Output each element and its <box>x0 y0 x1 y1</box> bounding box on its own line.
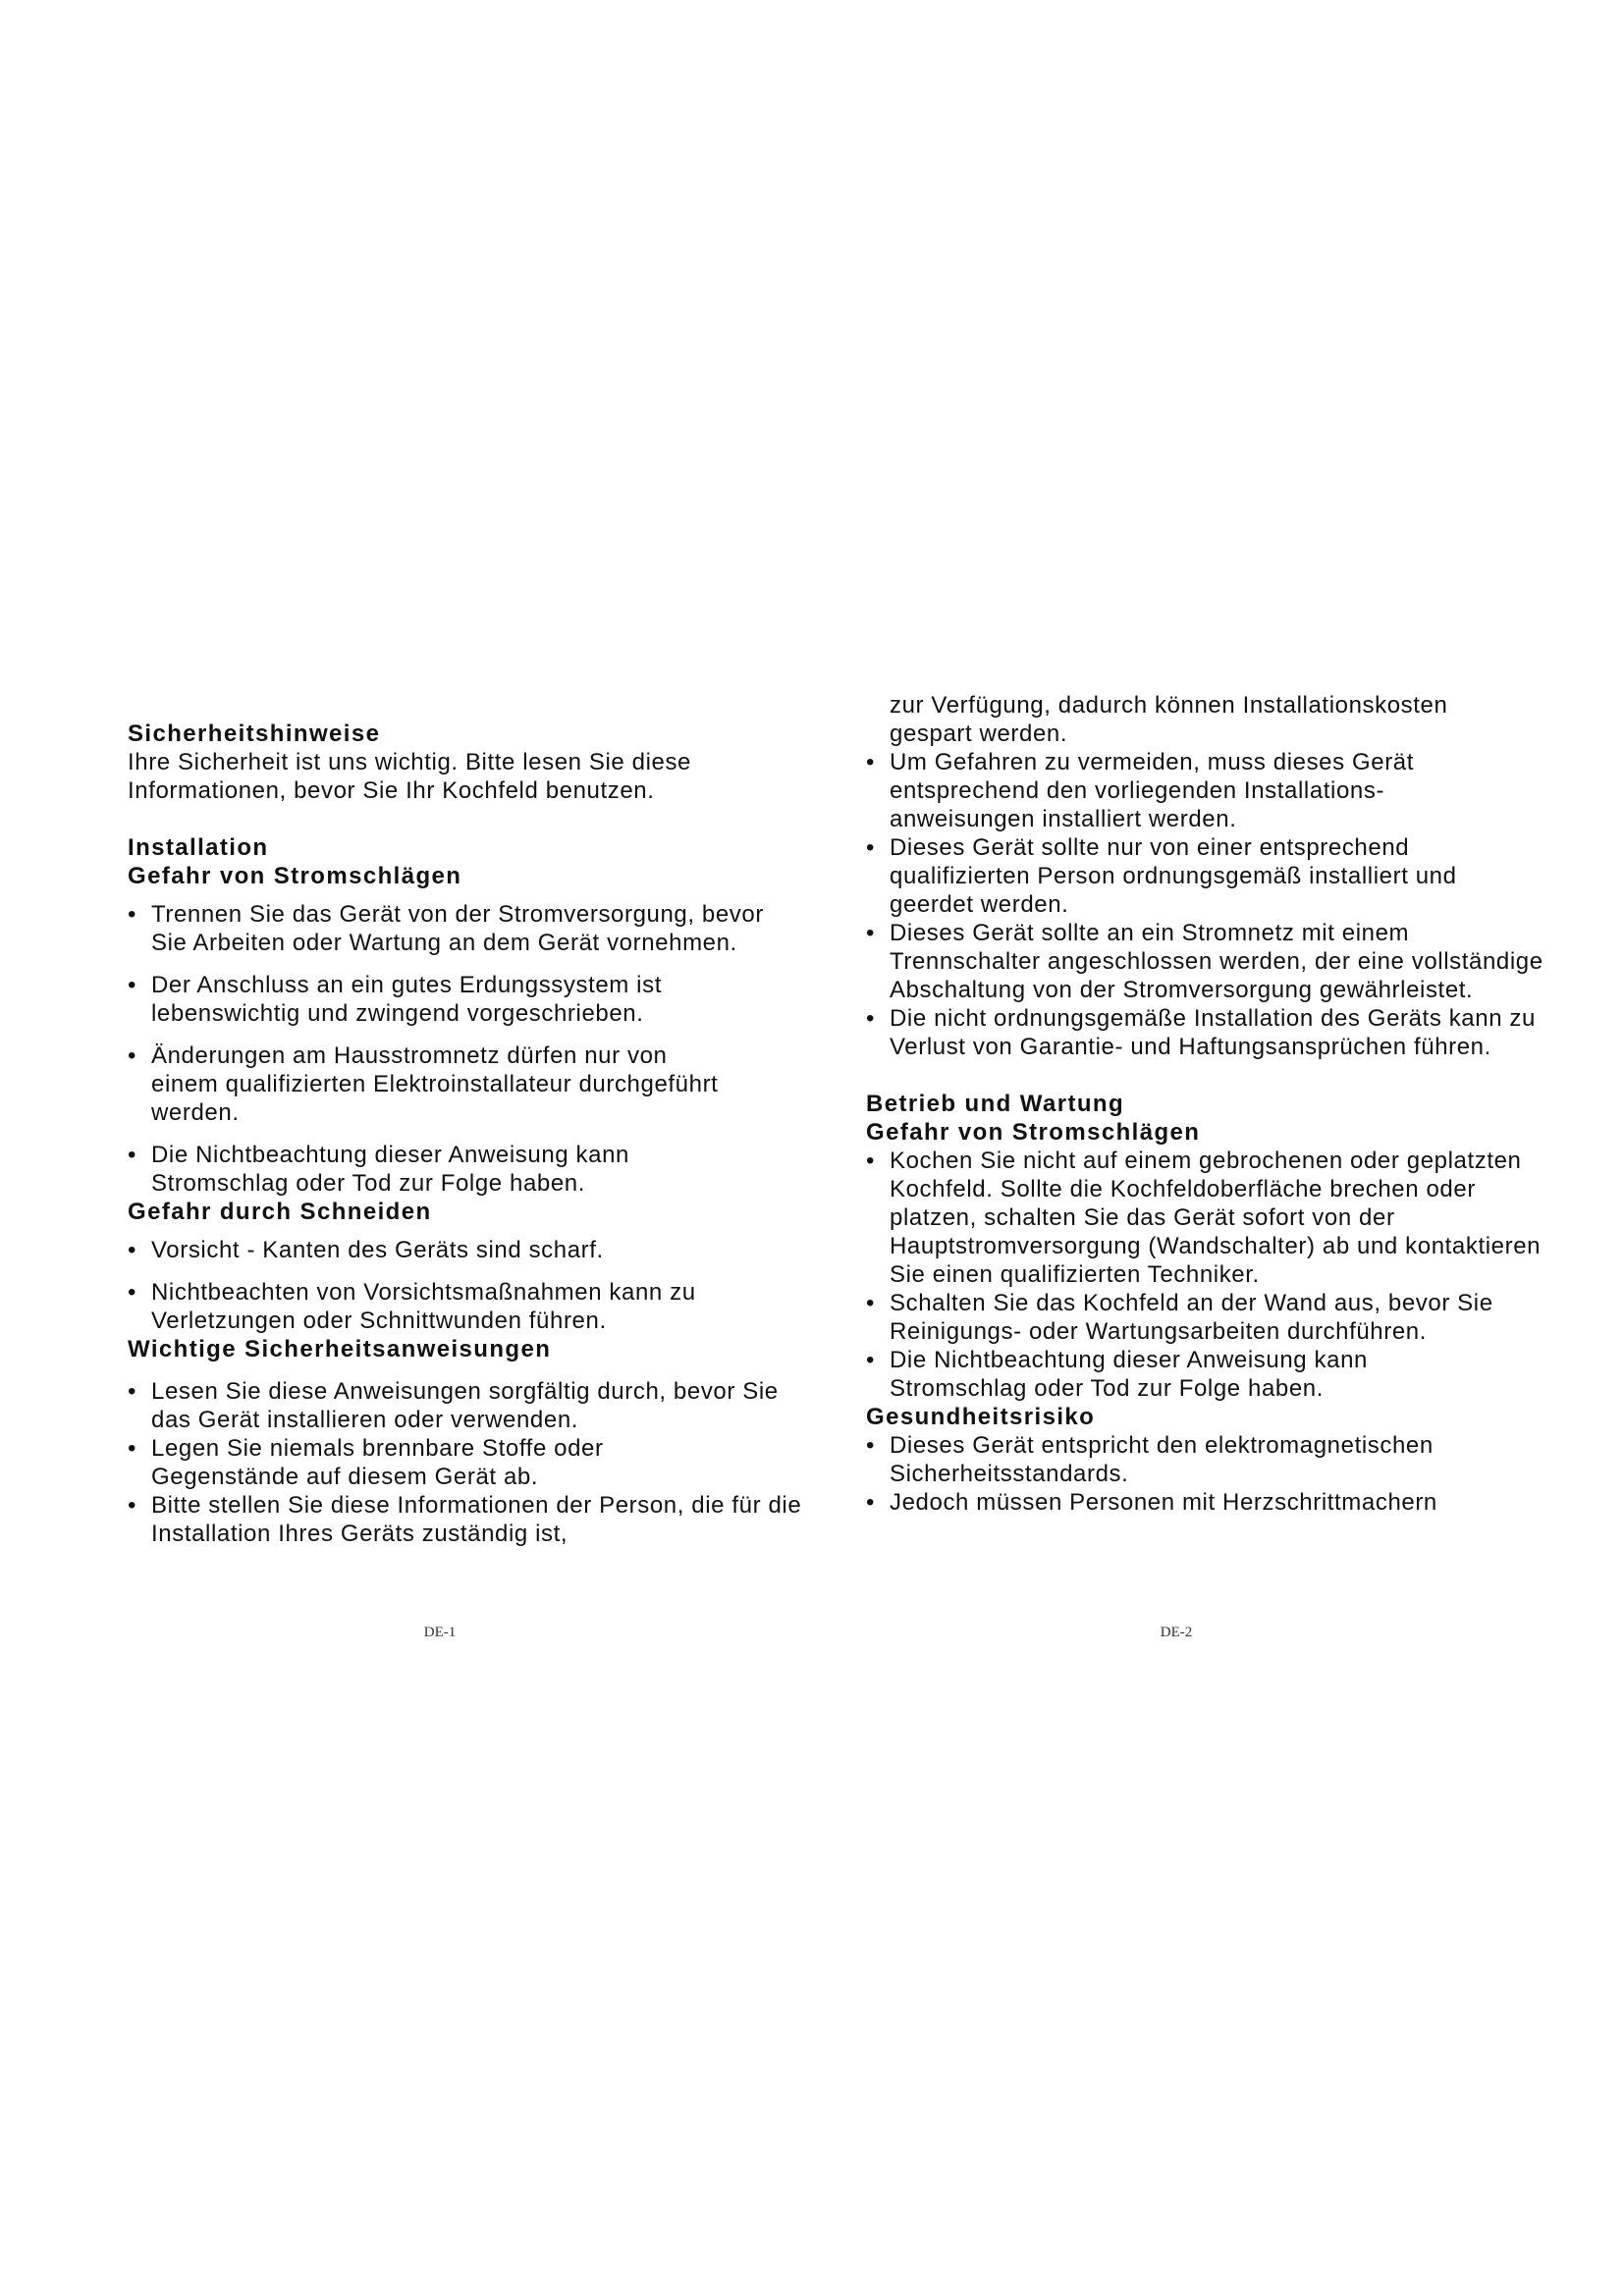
left-page <box>128 720 805 1548</box>
install-list <box>866 748 1543 1061</box>
list-item: • Dieses Gerät sollte nur von einer entsprechend qualifizierten Person ordnungsgemäß installiert und geerdet werden. <box>866 833 1518 919</box>
list-item: • Jedoch müssen Personen mit Herzschrittmachern <box>866 1488 1543 1517</box>
important-list <box>128 1377 805 1548</box>
list-item: • Dieses Gerät sollte an ein Stromnetz mit einem Trennschalter angeschlossen werden, der eine vollständige Abschaltung von der Stromversorgung gewährleistet. <box>866 919 1557 1004</box>
cut-list <box>128 1236 805 1335</box>
installation-heading: Installation <box>128 834 269 861</box>
list-item: • Um Gefahren zu vermeiden, muss dieses Gerät entsprechend den vorliegenden Installations-anweisungen installiert werden. <box>866 748 1479 833</box>
list-item: • Kochen Sie nicht auf einem gebrochenen oder geplatzten Kochfeld. Sollte die Kochfeldoberfläche brechen oder platzen, schalten Sie das Gerät sofort von der Hauptstromversorgung (Wandschalter) ab und kontaktieren Sie einen qualifizierten Techniker. <box>866 1147 1557 1289</box>
list-item: • Lesen Sie diese Anweisungen sorgfältig durch, bevor Sie das Gerät installieren oder verwenden. <box>128 1377 799 1434</box>
list-item: • Die Nichtbeachtung dieser Anweisung kann Stromschlag oder Tod zur Folge haben. <box>866 1346 1459 1403</box>
continuation-text: zur Verfügung, dadurch können Installationskosten gespart werden. <box>890 692 1448 747</box>
list-item: • Trennen Sie das Gerät von der Stromversorgung, bevor Sie Arbeiten oder Wartung an dem Gerät vornehmen. <box>128 900 780 957</box>
list-item: • Änderungen am Hausstromnetz dürfen nur von einem qualifizierten Elektroinstallateur durchgeführt werden. <box>128 1041 740 1127</box>
page-number-right: DE-2 <box>1160 1625 1193 1640</box>
health-list <box>866 1431 1543 1517</box>
intro-text: Ihre Sicherheit ist uns wichtig. Bitte lesen Sie diese Informationen, bevor Sie Ihr Kochfeld benutzen. <box>128 749 692 804</box>
cut-heading: Gefahr durch Schneiden <box>128 1199 432 1225</box>
health-heading: Gesundheitsrisiko <box>866 1404 1096 1430</box>
page-number-left: DE-1 <box>423 1625 457 1640</box>
list-item: • Schalten Sie das Kochfeld an der Wand aus, bevor Sie Reinigungs- oder Wartungsarbeiten durchführen. <box>866 1289 1567 1346</box>
list-item: • Vorsicht - Kanten des Geräts sind scharf. <box>128 1236 805 1264</box>
right-page <box>866 691 1543 1517</box>
shock-list <box>866 1147 1543 1403</box>
operation-heading: Betrieb und Wartung <box>866 1091 1125 1117</box>
list-item: • Legen Sie niemals brennbare Stoffe oder Gegenstände auf diesem Gerät ab. <box>128 1434 701 1491</box>
list-item: • Nichtbeachten von Vorsichtsmaßnahmen kann zu Verletzungen oder Schnittwunden führen. <box>128 1278 789 1335</box>
list-item: • Die Nichtbeachtung dieser Anweisung kann Stromschlag oder Tod zur Folge haben. <box>128 1141 721 1198</box>
shock-heading: Gefahr von Stromschlägen <box>128 863 462 889</box>
shock-heading: Gefahr von Stromschlägen <box>866 1119 1201 1146</box>
section-title: Sicherheitshinweise <box>128 721 381 747</box>
list-item: • Dieses Gerät entspricht den elektromagnetischen Sicherheitsstandards. <box>866 1431 1538 1488</box>
list-item: • Der Anschluss an ein gutes Erdungssystem ist lebenswichtig und zwingend vorgeschrieben. <box>128 971 760 1028</box>
important-heading: Wichtige Sicherheitsanweisungen <box>128 1336 552 1362</box>
list-item: • Die nicht ordnungsgemäße Installation des Geräts kann zu Verlust von Garantie- und Haftungsansprüchen führen. <box>866 1004 1557 1061</box>
shock-list <box>128 900 805 1198</box>
list-item: • Bitte stellen Sie diese Informationen der Person, die für die Installation Ihres Geräts zuständig ist, <box>128 1491 814 1548</box>
